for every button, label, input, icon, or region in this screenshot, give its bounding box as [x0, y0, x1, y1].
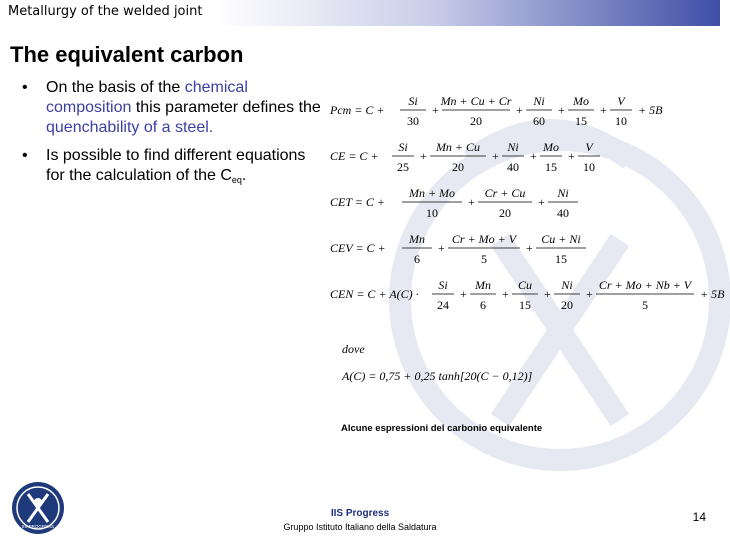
- bullet-item: [22, 78, 322, 138]
- fraction-numerator: Cu: [517, 278, 533, 292]
- fraction-numerator: Mo: [573, 94, 589, 108]
- formula-lhs: CE = C +: [330, 149, 379, 163]
- footer-organization: [0, 508, 720, 532]
- fraction-numerator: Cr + Cu: [484, 186, 526, 200]
- fraction-numerator: Cu + Ni: [541, 232, 581, 246]
- fraction-numerator: Mn: [409, 232, 425, 246]
- logo-text: IIS PROGRESS: [21, 524, 55, 529]
- fraction-denominator: 15: [555, 252, 567, 266]
- formula-lhs: Pcm = C +: [330, 103, 385, 117]
- fraction-numerator: Mn + Cu + Cr: [440, 94, 512, 108]
- fraction-numerator: Cr + Mo + Nb + V: [598, 278, 692, 292]
- fraction-denominator: 25: [397, 160, 409, 174]
- formula-plus: +: [530, 149, 537, 163]
- fraction-denominator: 10: [615, 114, 627, 128]
- fraction-denominator: 40: [557, 206, 569, 220]
- formula-plus: +: [438, 241, 445, 255]
- fraction-denominator: 6: [480, 298, 486, 312]
- formula-plus: +: [544, 287, 551, 301]
- formula-plus: +: [516, 103, 523, 117]
- formula-lhs: CEV = C +: [330, 241, 386, 255]
- bullet-list: [22, 78, 322, 198]
- fraction-denominator: 20: [452, 160, 464, 174]
- formula-plus: +: [492, 149, 499, 163]
- formula-plus: +: [502, 287, 509, 301]
- fraction-denominator: 15: [519, 298, 531, 312]
- formula-plus: +: [526, 241, 533, 255]
- fraction-denominator: 40: [507, 160, 519, 174]
- header-title: Metallurgy of the welded joint: [8, 4, 203, 19]
- fraction-numerator: Ni: [561, 278, 573, 292]
- formula-plus: +: [420, 149, 427, 163]
- formula-lhs: CEN = C + A(C) ·: [330, 287, 419, 301]
- highlight-term: quenchability of a steel.: [46, 119, 214, 136]
- fraction-numerator: Mn + Mo: [408, 186, 456, 200]
- fraction-denominator: 20: [561, 298, 573, 312]
- ac-formula: A(C) = 0,75 + 0,25 tanh[20(C − 0,12)]: [342, 369, 533, 383]
- formula-plus: +: [568, 149, 575, 163]
- fraction-numerator: Si: [398, 140, 408, 154]
- formula-plus: +: [468, 195, 475, 209]
- fraction-numerator: V: [617, 94, 625, 108]
- bullet-dot-icon: •: [22, 79, 28, 96]
- fraction-denominator: 15: [545, 160, 557, 174]
- fraction-denominator: 24: [437, 298, 449, 312]
- formula-plus: +: [460, 287, 467, 301]
- fraction-numerator: Ni: [507, 140, 519, 154]
- footer-org-subtitle: Gruppo Istituto Italiano della Saldatura: [283, 522, 437, 532]
- formula-plus: +: [586, 287, 593, 301]
- fraction-denominator: 20: [470, 114, 482, 128]
- bullet-text: Is possible to find different equations for the calculation of the C: [46, 147, 306, 184]
- fraction-numerator: Ni: [533, 94, 545, 108]
- fraction-numerator: Mn: [475, 278, 491, 292]
- fraction-denominator: 6: [414, 252, 420, 266]
- fraction-denominator: 60: [533, 114, 545, 128]
- fraction-numerator: Mn + Cu: [435, 140, 481, 154]
- fraction-denominator: 30: [407, 114, 419, 128]
- fraction-numerator: Ni: [557, 186, 569, 200]
- page-number: 14: [692, 510, 706, 524]
- fraction-numerator: V: [585, 140, 593, 154]
- fraction-denominator: 20: [499, 206, 511, 220]
- bullet-text: On the basis of the: [46, 79, 185, 96]
- dove-label: dove: [342, 342, 365, 356]
- bullet-item: [22, 146, 322, 190]
- slide-title: The equivalent carbon: [10, 42, 244, 67]
- fraction-denominator: 15: [575, 114, 587, 128]
- fraction-denominator: 5: [481, 252, 487, 266]
- fraction-denominator: 10: [583, 160, 595, 174]
- formula-plus: +: [558, 103, 565, 117]
- bullet-text: .: [241, 167, 247, 184]
- fraction-numerator: Cr + Mo + V: [451, 232, 517, 246]
- subscript: eq: [231, 175, 242, 185]
- formula-panel: [330, 90, 725, 430]
- fraction-numerator: Mo: [543, 140, 559, 154]
- highlight-term: chemical composition: [46, 79, 248, 116]
- figure-caption: Alcune espressioni del carbonio equivalente: [341, 423, 543, 434]
- fraction-numerator: Si: [408, 94, 418, 108]
- footer-org-name: IIS Progress: [330, 508, 390, 519]
- formula-tail: + 5B: [638, 103, 663, 117]
- formula-plus: +: [538, 195, 545, 209]
- formula-lhs: CET = C +: [330, 195, 385, 209]
- fraction-numerator: Si: [438, 278, 448, 292]
- formula-tail: + 5B: [700, 287, 725, 301]
- formula-plus: +: [600, 103, 607, 117]
- formula-svg: [330, 90, 725, 420]
- bullet-text: this parameter defines the: [131, 99, 321, 116]
- formula-plus: +: [432, 103, 439, 117]
- fraction-denominator: 5: [642, 298, 648, 312]
- bullet-dot-icon: •: [22, 147, 28, 164]
- fraction-denominator: 10: [426, 206, 438, 220]
